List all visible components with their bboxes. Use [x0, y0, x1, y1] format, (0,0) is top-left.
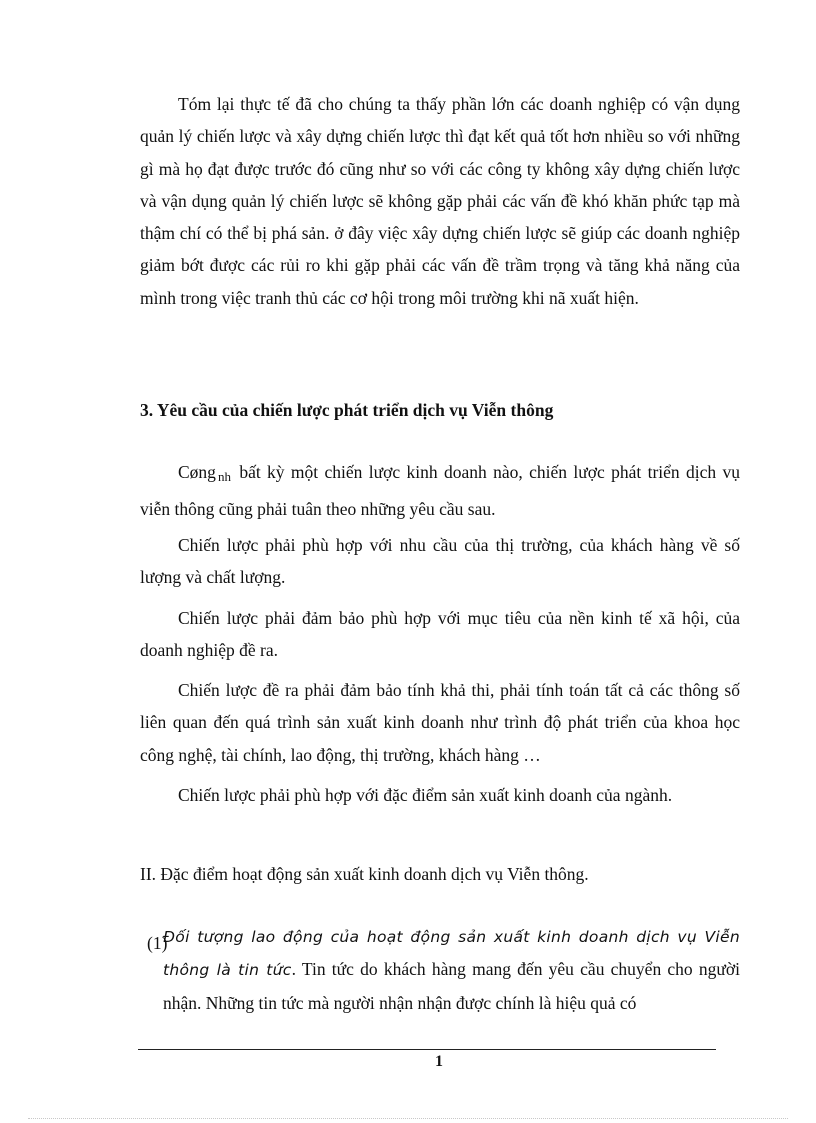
- requirements-intro: [140, 456, 740, 526]
- section-2-heading: II. Đặc điểm hoạt động sản xuất kinh doanh dịch vụ Viễn thông.: [140, 864, 589, 884]
- page-bottom-dotted-border: [28, 1118, 788, 1119]
- requirements-intro-start: Cøng: [178, 462, 216, 482]
- requirements-intro-rest: bất kỳ một chiến lược kinh doanh nào, chiến lược phát triển dịch vụ viễn thông cũng phải tuân theo những yêu cầu sau.: [140, 462, 741, 520]
- requirement-1: Chiến lược phải phù hợp với nhu cầu của thị trường, của khách hàng về số lượng và chất lượng.: [140, 535, 740, 588]
- requirement-3: Chiến lược đề ra phải đảm bảo tính khả thi, phải tính toán tất cả các thông số liên quan đến quá trình sản xuất kinh doanh như trình độ phát triển của khoa học công nghệ, tài chính, lao động, thị trường, khách hàng …: [140, 680, 740, 765]
- footer-rule: [138, 1049, 716, 1050]
- item-1-rest: . Tin tức do khách hàng mang đến yêu cầu chuyển cho người nhận. Những tin tức mà người nhận nhận được chính là hiệu quả có: [163, 959, 740, 1013]
- page-number: 1: [435, 1053, 443, 1070]
- section-3-heading: 3. Yêu cầu của chiến lược phát triển dịch vụ Viễn thông: [140, 400, 554, 420]
- item-1-paragraph: [163, 920, 740, 1019]
- requirement-2: Chiến lược phải đảm bảo phù hợp với mục tiêu của nền kinh tế xã hội, của doanh nghiệp đề ra.: [140, 608, 740, 661]
- item-1-number: (1): [147, 933, 168, 953]
- requirement-4: Chiến lược phải phù hợp với đặc điểm sản xuất kinh doanh của ngành.: [178, 785, 673, 805]
- paragraph-conclusion: Tóm lại thực tế đã cho chúng ta thấy phần lớn các doanh nghiệp có vận dụng quản lý chiến lược và xây dựng chiến lược thì đạt kết quả tốt hơn nhiều so với những gì mà họ đạt được trước đó cũng như so với các công ty không xây dựng chiến lược và vận dụng quản lý chiến lược sẽ không gặp phải các vấn đề khó khăn phức tạp mà thậm chí có thể bị phá sản. ở đây việc xây dựng chiến lược sẽ giúp các doanh nghiệp giảm bớt được các rủi ro khi gặp phải các vấn đề trầm trọng và tăng khả năng của mình trong việc tranh thủ các cơ hội trong môi trường khi nã xuất hiện.: [140, 94, 740, 308]
- item-1-italic-lead: Đối tượng lao động của hoạt động sản xuất kinh doanh dịch vụ Viễn thông là tin tức: [163, 928, 740, 980]
- requirements-intro-sub: nh: [217, 469, 231, 484]
